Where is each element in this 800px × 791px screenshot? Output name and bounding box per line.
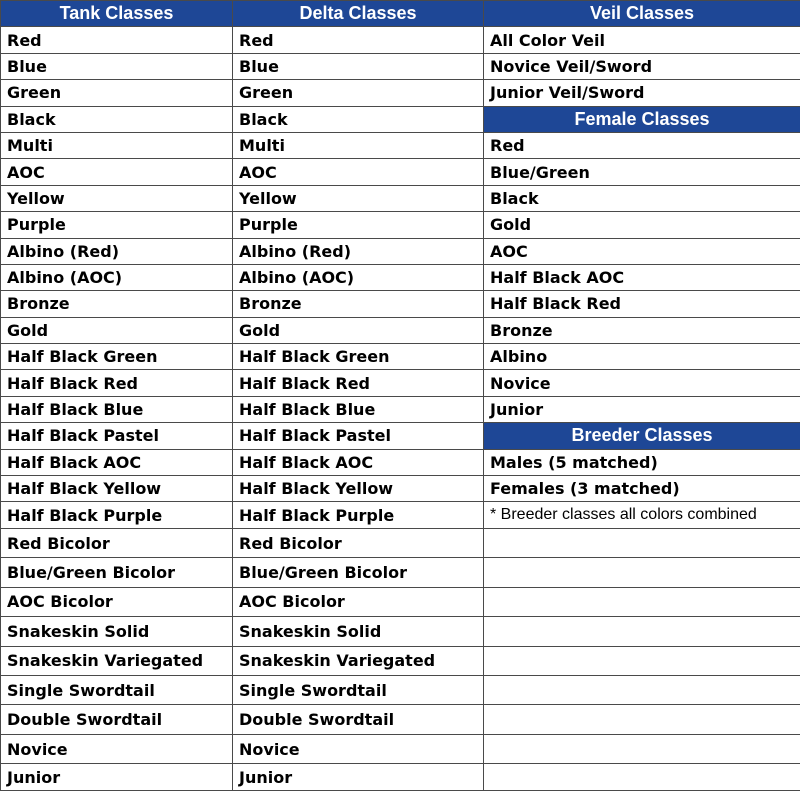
- delta-class-cell: Half Black Red: [233, 370, 484, 396]
- female-class-cell: Half Black Red: [484, 291, 800, 317]
- empty-cell: [484, 617, 800, 646]
- tank-class-cell: Double Swordtail: [1, 705, 233, 734]
- delta-class-cell: AOC Bicolor: [233, 587, 484, 616]
- delta-class-cell: Blue/Green Bicolor: [233, 558, 484, 587]
- tank-class-cell: Blue/Green Bicolor: [1, 558, 233, 587]
- breeder-class-cell: Males (5 matched): [484, 449, 800, 475]
- delta-class-cell: Black: [233, 106, 484, 132]
- table-row: [1, 159, 800, 185]
- empty-cell: [484, 587, 800, 616]
- delta-class-cell: Green: [233, 80, 484, 106]
- table-row: [1, 317, 800, 343]
- delta-class-cell: Half Black Purple: [233, 502, 484, 528]
- table-row: [1, 734, 800, 763]
- female-class-cell: Albino: [484, 344, 800, 370]
- veil-class-cell: Novice Veil/Sword: [484, 53, 800, 79]
- veil-class-cell: All Color Veil: [484, 27, 800, 53]
- tank-class-cell: Red Bicolor: [1, 528, 233, 557]
- table-row: [1, 502, 800, 528]
- female-class-cell: Bronze: [484, 317, 800, 343]
- tank-class-cell: Half Black Purple: [1, 502, 233, 528]
- empty-cell: [484, 646, 800, 675]
- breeder-note: * Breeder classes all colors combined: [484, 502, 800, 528]
- veil-classes-header: Veil Classes: [484, 1, 800, 27]
- tank-class-cell: Green: [1, 80, 233, 106]
- female-classes-header: Female Classes: [484, 106, 800, 132]
- delta-class-cell: Single Swordtail: [233, 676, 484, 705]
- delta-class-cell: Half Black AOC: [233, 449, 484, 475]
- tank-class-cell: Novice: [1, 734, 233, 763]
- table-row: [1, 676, 800, 705]
- table-row: [1, 132, 800, 158]
- delta-class-cell: Snakeskin Variegated: [233, 646, 484, 675]
- table-row: [1, 449, 800, 475]
- table-row: [1, 764, 800, 791]
- tank-class-cell: Gold: [1, 317, 233, 343]
- delta-class-cell: Blue: [233, 53, 484, 79]
- table-row: [1, 264, 800, 290]
- female-class-cell: AOC: [484, 238, 800, 264]
- delta-classes-header: Delta Classes: [233, 1, 484, 27]
- delta-class-cell: Half Black Green: [233, 344, 484, 370]
- table-row: [1, 344, 800, 370]
- tank-class-cell: Purple: [1, 212, 233, 238]
- table-row: [1, 528, 800, 557]
- table-row: [1, 80, 800, 106]
- table-row: [1, 185, 800, 211]
- delta-class-cell: Yellow: [233, 185, 484, 211]
- female-class-cell: Novice: [484, 370, 800, 396]
- tank-class-cell: AOC Bicolor: [1, 587, 233, 616]
- empty-cell: [484, 676, 800, 705]
- table-row: [1, 558, 800, 587]
- delta-class-cell: Bronze: [233, 291, 484, 317]
- delta-class-cell: Half Black Pastel: [233, 423, 484, 449]
- delta-class-cell: Half Black Yellow: [233, 476, 484, 502]
- tank-class-cell: Single Swordtail: [1, 676, 233, 705]
- table-row: [1, 1, 800, 27]
- delta-class-cell: Albino (AOC): [233, 264, 484, 290]
- table-row: [1, 423, 800, 449]
- female-class-cell: Black: [484, 185, 800, 211]
- delta-class-cell: Half Black Blue: [233, 396, 484, 422]
- table-row: [1, 476, 800, 502]
- delta-class-cell: Red Bicolor: [233, 528, 484, 557]
- delta-class-cell: Albino (Red): [233, 238, 484, 264]
- delta-class-cell: Double Swordtail: [233, 705, 484, 734]
- delta-class-cell: Novice: [233, 734, 484, 763]
- breeder-class-cell: Females (3 matched): [484, 476, 800, 502]
- tank-class-cell: Yellow: [1, 185, 233, 211]
- delta-class-cell: Junior: [233, 764, 484, 791]
- tank-class-cell: Red: [1, 27, 233, 53]
- table-row: [1, 646, 800, 675]
- tank-class-cell: Half Black Blue: [1, 396, 233, 422]
- table-row: [1, 370, 800, 396]
- tank-class-cell: AOC: [1, 159, 233, 185]
- tank-class-cell: Snakeskin Variegated: [1, 646, 233, 675]
- female-class-cell: Gold: [484, 212, 800, 238]
- table-row: [1, 53, 800, 79]
- female-class-cell: Red: [484, 132, 800, 158]
- tank-class-cell: Junior: [1, 764, 233, 791]
- tank-class-cell: Multi: [1, 132, 233, 158]
- table-row: [1, 27, 800, 53]
- delta-class-cell: Purple: [233, 212, 484, 238]
- tank-class-cell: Blue: [1, 53, 233, 79]
- table-row: [1, 106, 800, 132]
- table-row: [1, 617, 800, 646]
- breeder-classes-header: Breeder Classes: [484, 423, 800, 449]
- empty-cell: [484, 705, 800, 734]
- table-row: [1, 212, 800, 238]
- tank-class-cell: Half Black Yellow: [1, 476, 233, 502]
- female-class-cell: Half Black AOC: [484, 264, 800, 290]
- table-row: [1, 291, 800, 317]
- tank-classes-header: Tank Classes: [1, 1, 233, 27]
- tank-class-cell: Half Black Pastel: [1, 423, 233, 449]
- empty-cell: [484, 528, 800, 557]
- veil-class-cell: Junior Veil/Sword: [484, 80, 800, 106]
- tank-class-cell: Albino (AOC): [1, 264, 233, 290]
- tank-class-cell: Albino (Red): [1, 238, 233, 264]
- delta-class-cell: Snakeskin Solid: [233, 617, 484, 646]
- tank-class-cell: Black: [1, 106, 233, 132]
- tank-class-cell: Half Black AOC: [1, 449, 233, 475]
- delta-class-cell: Gold: [233, 317, 484, 343]
- empty-cell: [484, 764, 800, 791]
- tank-class-cell: Half Black Green: [1, 344, 233, 370]
- empty-cell: [484, 734, 800, 763]
- tank-class-cell: Half Black Red: [1, 370, 233, 396]
- female-class-cell: Blue/Green: [484, 159, 800, 185]
- table-row: [1, 587, 800, 616]
- empty-cell: [484, 558, 800, 587]
- delta-class-cell: AOC: [233, 159, 484, 185]
- tank-class-cell: Snakeskin Solid: [1, 617, 233, 646]
- tank-class-cell: Bronze: [1, 291, 233, 317]
- delta-class-cell: Red: [233, 27, 484, 53]
- female-class-cell: Junior: [484, 396, 800, 422]
- table-row: [1, 705, 800, 734]
- delta-class-cell: Multi: [233, 132, 484, 158]
- table-row: [1, 396, 800, 422]
- table-row: [1, 238, 800, 264]
